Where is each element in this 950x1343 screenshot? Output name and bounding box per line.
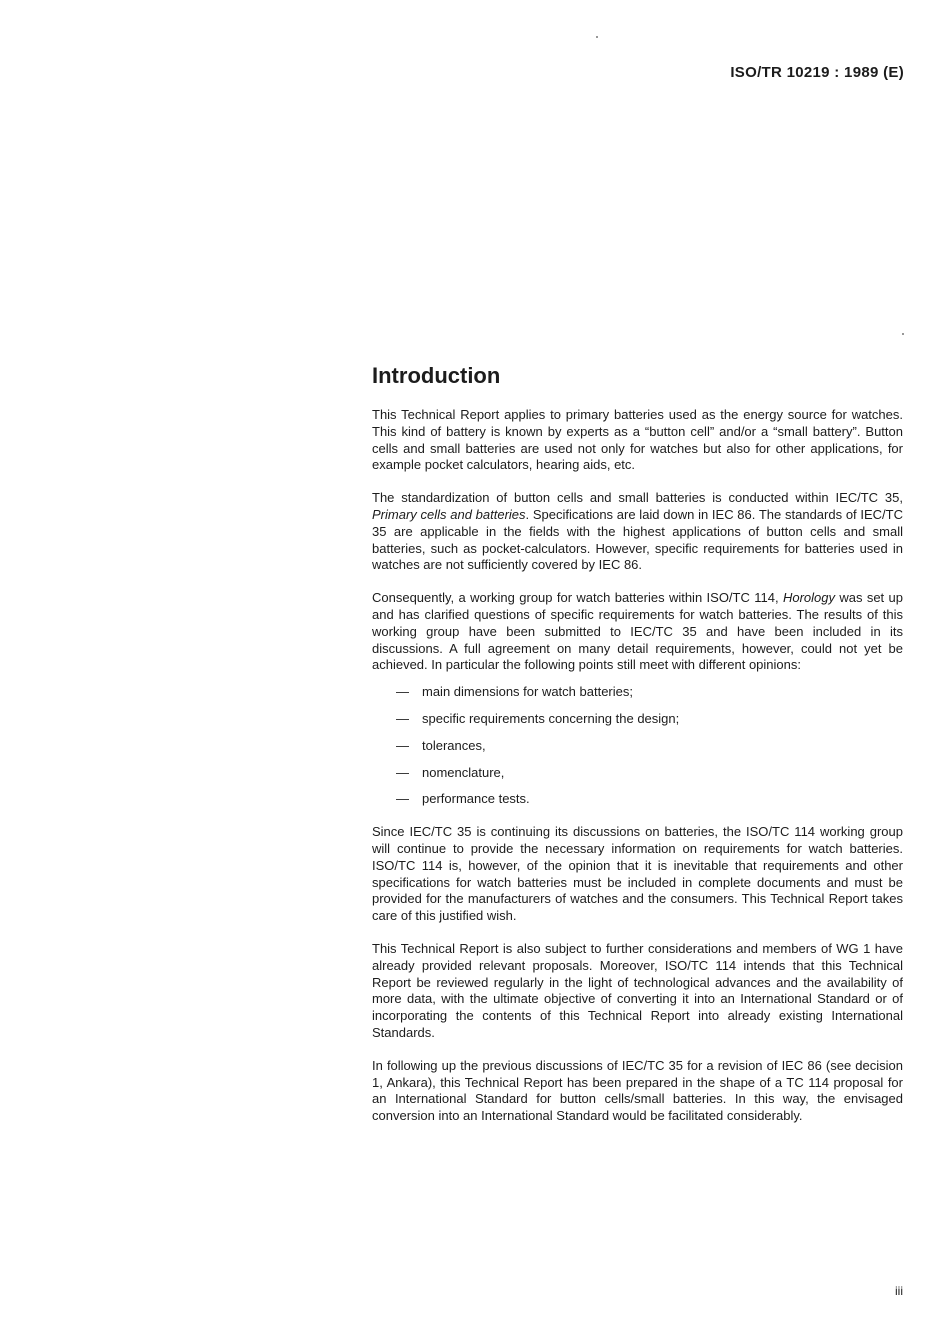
italic-title: Primary cells and batteries [372, 506, 526, 522]
section-title: Introduction [372, 363, 501, 388]
paragraph-text: The standardization of button cells and small batteries is conducted within IEC/TC 35, [372, 490, 903, 506]
paragraph-text: was set up and has clarified questions of specific requirements for watch batteries. The results of this working group have been submitted to IEC/TC 35 and have been included in its discussions. A full agreement on many detail requirements, however, could not yet be achieved. In particular the following points still meet with different opinions: [372, 590, 903, 673]
dash-bullet: — [396, 710, 409, 726]
document-identifier: ISO/TR 10219 : 1989 (E) [730, 64, 904, 81]
page-number: iii [895, 1284, 903, 1298]
dash-bullet: — [396, 791, 409, 807]
paragraph-text: Consequently, a working group for watch batteries within ISO/TC 114, [372, 590, 783, 606]
paragraph-proposal: In following up the previous discussions of IEC/TC 35 for a revision of IEC 86 (see decision 1, Ankara), this Technical Report has been prepared in the shape of a TC 114 proposal for an International Standard for button cells/small batteries. In this way, the envisaged conversion into an International Standard would be facilitated considerably. [372, 1057, 903, 1124]
list-item [372, 738, 903, 755]
list-item [372, 711, 903, 728]
dash-bullet: — [396, 764, 409, 780]
scan-speck [596, 36, 598, 38]
list-item [372, 765, 903, 782]
list-item-text: performance tests. [422, 791, 530, 807]
introduction-section [372, 362, 903, 1141]
list-item-text: tolerances, [422, 737, 486, 753]
italic-title: Horology [782, 590, 835, 606]
paragraph-standardization [372, 490, 903, 574]
open-points-list [372, 684, 903, 808]
list-item [372, 684, 903, 701]
scan-speck [902, 333, 904, 335]
dash-bullet: — [396, 684, 409, 700]
paragraph-scope: This Technical Report applies to primary batteries used as the energy source for watches. This kind of battery is known by experts as a “button cell” and/or a “small battery”. Button cells and small batteries are used not only for watches but also for other applications, for example pocket calculators, hearing aids, etc. [372, 407, 903, 473]
paragraph-text: . Specifications are laid down in IEC 86. The standards of IEC/TC 35 are applicable in the fields with the highest applications of button cells and small batteries, such as pocket-calculators. However, specific requirements for batteries used in watches are not sufficiently covered by IEC 86. [372, 506, 903, 573]
list-item-text: specific requirements concerning the design; [422, 710, 680, 726]
list-item-text: main dimensions for watch batteries; [422, 684, 633, 700]
list-item [372, 791, 903, 808]
dash-bullet: — [396, 737, 409, 753]
paragraph-continuation: Since IEC/TC 35 is continuing its discussions on batteries, the ISO/TC 114 working group will continue to provide the necessary information on requirements for watch batteries. ISO/TC 114 is, however, of the opinion that it is inevitable that requirements and other specifications for watch batteries must be included in complete documents and must be provided for the manufacturers of watches and the consumers. This Technical Report takes care of this justified wish. [372, 824, 903, 924]
list-item-text: nomenclature, [422, 764, 505, 780]
paragraph-working-group [372, 590, 903, 674]
paragraph-review: This Technical Report is also subject to further considerations and members of WG 1 have already provided relevant proposals. Moreover, ISO/TC 114 intends that this Technical Report be reviewed regularly in the light of technological advances and the availability of more data, with the ultimate objective of converting it into an International Standard or of incorporating the contents of this Technical Report into already existing International Standards. [372, 940, 903, 1040]
